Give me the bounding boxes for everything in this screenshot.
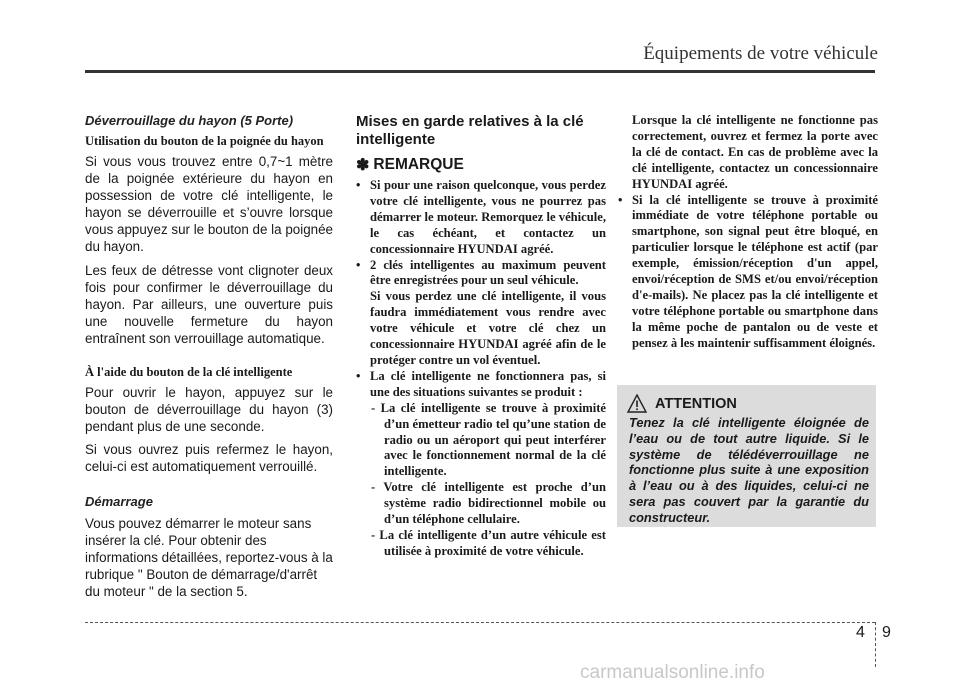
footer-rule — [85, 622, 875, 623]
sub-list-item: - La clé intelligente se trouve à proximité d’un émetteur radio tel qu’une station de radio ou un aéroport qui peut interférer avec le fonctionnement normal de la clé intelligente. — [371, 400, 606, 479]
footer-divider — [875, 622, 876, 667]
page-number: 9 — [882, 624, 891, 641]
list-item: • Si pour une raison quelconque, vous perdez votre clé intelligente, vous ne pourrez pas démarrer le moteur. Remorquez le véhicule, le cas échéant, et contactez un concessionnaire HYUNDAI agréé. — [356, 178, 606, 256]
header-rule — [85, 70, 875, 73]
handle-button-subheading: Utilisation du bouton de la poignée du hayon — [85, 134, 324, 148]
tailgate-heading: Déverrouillage du hayon (5 Porte) — [85, 113, 294, 128]
left-column — [85, 113, 333, 606]
attention-box — [617, 385, 876, 527]
paragraph: Si vous vous trouvez entre 0,7~1 mètre de la poignée extérieure du hayon en possession de votre clé intelligente, le hayon se déverrouille et s’ouvre lorsque vous appuyez sur le bouton de la poignée du hayon. — [85, 154, 333, 255]
section-title: Mises en garde relatives à la clé intelligente — [356, 113, 584, 148]
bullet-icon: • — [356, 368, 361, 383]
list-item: • Si la clé intelligente se trouve à proximité immédiate de votre téléphone portable ou smartphone, son signal peut être bloqué, en particulier lorsque le téléphone est actif (par exemple, émission/réception d'un appel, envoi/réception de SMS et/ou envoi/réception d'e-mails). Ne placez pas la clé intelligente et votre téléphone portable ou smartphone dans la même poche de pantalon ou de veste et pensez à les maintenir suffisamment éloignés. — [618, 192, 878, 350]
bullet-icon: • — [356, 178, 361, 192]
smart-key-button-subheading: À l'aide du bouton de la clé intelligente — [85, 365, 293, 380]
attention-text: Tenez la clé intelligente éloignée de l’eau ou de tout autre liquide. Si le système de télédéverrouillage ne fonctionne plus suite à une exposition à l’eau ou à des liquides, celui-ci ne sera pas couvert par la garantie du constructeur. — [629, 415, 869, 525]
paragraph: Vous pouvez démarrer le moteur sans insérer la clé. Pour obtenir des informations détaillées, reportez-vous à la rubrique " Bouton de démarrage/d'arrêt du moteur " de la section 5. — [85, 515, 333, 599]
right-column — [618, 113, 878, 352]
watermark: carmanualsonline.info — [580, 662, 765, 683]
bullet-icon: • — [618, 192, 623, 207]
list-item: • 2 clés intelligentes au maximum peuvent être enregistrées pour un seul véhicule. — [356, 257, 606, 288]
paragraph: Si vous ouvrez puis refermez le hayon, celui-ci est automatiquement verrouillé. — [85, 442, 333, 475]
paragraph: Pour ouvrir le hayon, appuyez sur le bouton de déverrouillage du hayon (3) pendant plus de une seconde. — [85, 385, 333, 435]
paragraph: Les feux de détresse vont clignoter deux fois pour confirmer le déverrouillage du hayon. Par ailleurs, une ouverture puis une nouvelle fermeture du hayon entraînent son verrouillage automatique. — [85, 262, 333, 346]
sub-list-item: - Votre clé intelligente est proche d’un système radio bidirectionnel mobile ou d’un téléphone cellulaire. — [371, 480, 606, 527]
attention-title: ATTENTION — [655, 395, 737, 412]
start-heading: Démarrage — [85, 493, 153, 509]
list-item-continuation: Si vous perdez une clé intelligente, il vous faudra immédiatement vous rendre avec votre véhicule et votre clé chez un concessionnaire HYUNDAI agréé afin de le protéger contre un vol éventuel. — [370, 289, 606, 367]
paragraph: Lorsque la clé intelligente ne fonctionne pas correctement, ouvrez et fermez la porte avec la clé de contact. En cas de problème avec la clé intelligente, contactez un concessionnaire HYUNDAI agréé. — [632, 113, 878, 191]
list-item: • La clé intelligente ne fonctionnera pas, si une des situations suivantes se produit : — [356, 368, 606, 399]
bullet-icon: • — [356, 257, 361, 272]
star-icon: ✽ — [356, 157, 370, 174]
header-title: Équipements de votre véhicule — [643, 43, 878, 64]
middle-column — [356, 113, 606, 560]
warning-triangle-icon — [627, 394, 647, 413]
remarque-heading — [356, 155, 606, 175]
chapter-number: 4 — [856, 624, 865, 641]
remarque-label: REMARQUE — [373, 156, 464, 173]
sub-list-item: - La clé intelligente d’un autre véhicule est utilisée à proximité de votre véhicule. — [371, 527, 606, 558]
